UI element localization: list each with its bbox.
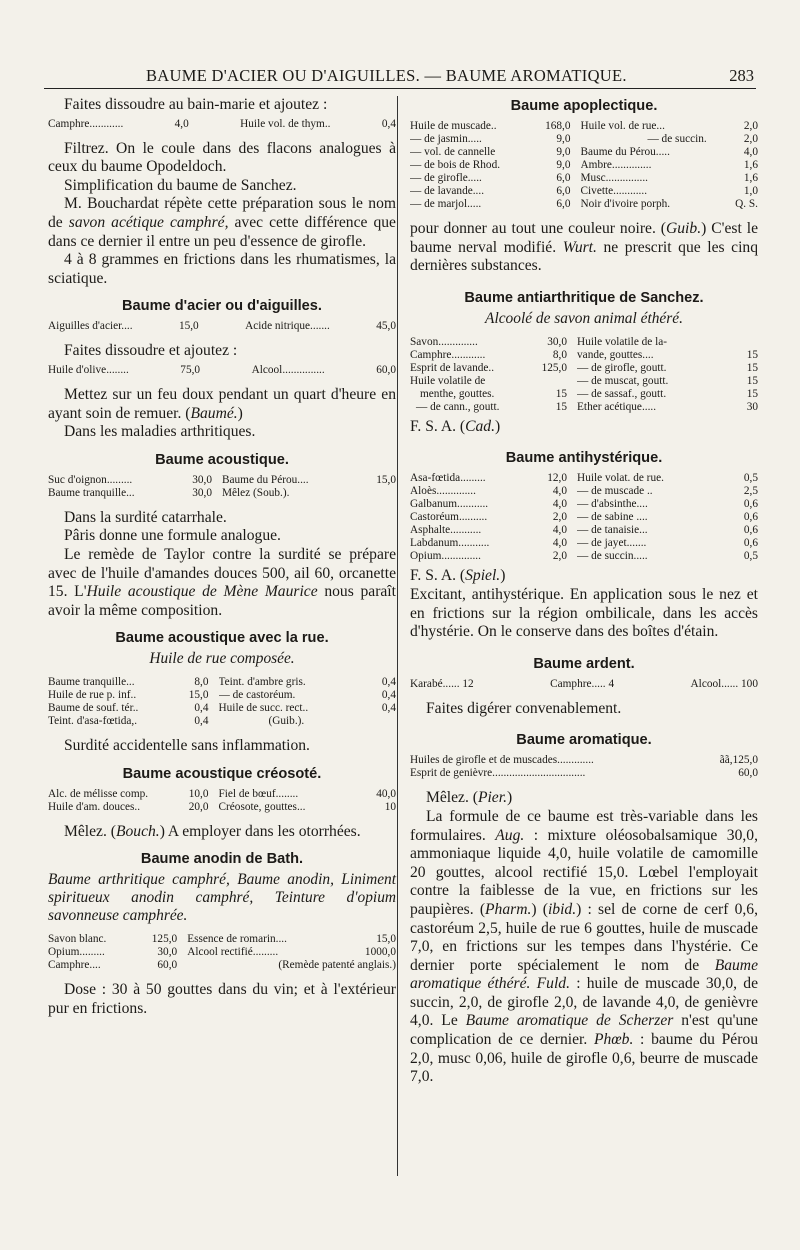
table-row: Huile de rue p. inf.. 15,0 — de castoréum. 0,4: [48, 689, 396, 702]
table-row: — vol. de cannelle 9,0 Baume du Pérou..... 4,0: [410, 146, 758, 158]
left-column: [48, 96, 396, 1019]
paragraph: Excitant, antihystérique. En application sous le nez et en frictions sur la région ombilicale, dans les accès d'hystérie. On le conserve dans des boîtes d'étain.: [410, 585, 758, 641]
table-row: Opium......... 30,0 Alcool rectifié......... 1000,0: [48, 946, 396, 959]
table-row: Suc d'oignon......... 30,0 Baume du Pérou.... 15,0: [48, 473, 396, 486]
table-row: Labdanum........... 4,0 — de jayet....... 0,6: [410, 537, 758, 550]
paragraph: Mêlez. (Bouch.) A employer dans les otorrhées.: [64, 822, 361, 840]
paragraph: Mettez sur un feu doux pendant un quart d'heure en ayant soin de remuer. (Baumé.): [48, 385, 396, 422]
ingredient-table: [48, 788, 396, 814]
ingredient-table: [410, 336, 758, 414]
paragraph: Dans les maladies arthritiques.: [64, 423, 256, 441]
section-heading: Baume anodin de Bath.: [140, 851, 304, 868]
ingredient-qty: 0,4: [381, 117, 396, 130]
table-row: Baume tranquille... 30,0 Mêlez (Soub.).: [48, 486, 290, 499]
table-row: Esprit de genièvre................................. 60,0: [410, 767, 758, 780]
section-subtitle: Alcoolé de savon animal éthéré.: [485, 309, 683, 327]
table-row: — de marjol..... 6,0 Noir d'ivoire porph. Q. S.: [410, 198, 758, 210]
table-row: — de girofle..... 6,0 Musc............... 1,6: [410, 172, 758, 184]
ingredient-qty: 4,0: [174, 117, 189, 130]
table-row: Aloès.............. 4,0 — de muscade .. 2,5: [410, 485, 758, 498]
section-heading: Baume acoustique.: [155, 451, 289, 468]
table-row: Huile volatile de — de muscat, goutt. 15: [410, 374, 758, 387]
paragraph: 4 à 8 grammes en frictions dans les rhumatismes, la sciatique.: [48, 251, 396, 287]
section-heading: Baume antihystérique.: [505, 450, 663, 467]
running-head-title: BAUME D'ACIER OU D'AIGUILLES. — BAUME AROMATIQUE.: [146, 66, 627, 85]
paragraph: Mêlez. (Pier.): [426, 789, 513, 807]
table-row: — de bois de Rhod. 9,0 Ambre.............. 1,6: [410, 159, 758, 171]
section-heading: Baume acoustique créosoté.: [122, 765, 322, 782]
table-row: Opium.............. 2,0 — de succin..... 0,5: [410, 550, 758, 563]
table-row: Alc. de mélisse comp. 10,0 Fiel de bœuf........ 40,0: [48, 787, 396, 800]
paragraph: Dans la surdité catarrhale.: [64, 508, 227, 526]
table-row: Savon.............. 30,0 Huile volatile de la-: [410, 335, 668, 348]
header-rule: [44, 88, 756, 89]
ingredient-table: [410, 120, 758, 211]
table-row: Huiles de girofle et de muscades............. ãã,125,0: [410, 754, 758, 767]
section-heading: Baume d'acier ou d'aiguilles.: [122, 298, 322, 315]
section-heading: Baume aromatique.: [516, 732, 652, 749]
section-subtitle: Baume arthritique camphré, Baume anodin, Liniment spiritueux anodin camphré, Teinture d'opium savonneuse camphrée.: [48, 871, 396, 925]
section-heading: Baume ardent.: [533, 655, 635, 672]
table-row: Huile d'am. douces.. 20,0 Créosote, gouttes... 10: [48, 800, 396, 813]
table-row: Asa-fœtida......... 12,0 Huile volat. de rue. 0,5: [410, 472, 758, 485]
section-heading: Baume acoustique avec la rue.: [115, 630, 329, 647]
ingredient-name: Huile vol. de thym..: [240, 117, 331, 130]
table-row: Baume tranquille... 8,0 Teint. d'ambre gris. 0,4: [48, 676, 396, 689]
table-row: Baume de souf. tér.. 0,4 Huile de succ. rect.. 0,4: [48, 702, 396, 715]
paragraph: F. S. A. (Cad.): [410, 417, 501, 435]
table-row: Camphre............ 8,0 vande, gouttes.... 15: [410, 348, 758, 361]
ingredient-line: Huile d'olive........ 75,0 Alcool............... 60,0: [48, 363, 396, 376]
ingredient-table: [48, 474, 396, 500]
ingredient-table: [48, 933, 396, 972]
column-divider: [397, 96, 398, 1176]
table-row: — de jasmin..... 9,0 — de succin. 2,0: [410, 133, 758, 145]
paragraph: Faites digérer convenablement.: [426, 699, 622, 717]
right-column: [410, 96, 758, 1087]
table-row: — de cann., goutt. 15 Ether acétique..... 30: [416, 400, 758, 413]
paragraph: Pâris donne une formule analogue.: [64, 527, 281, 545]
paragraph: Surdité accidentelle sans inflammation.: [64, 737, 310, 755]
section-heading: Baume apoplectique.: [510, 98, 658, 114]
table-row: Huile de muscade.. 168,0 Huile vol. de rue... 2,0: [410, 120, 758, 132]
paragraph: F. S. A. (Spiel.): [410, 567, 506, 585]
paragraph: Le remède de Taylor contre la surdité se prépare avec de l'huile d'amandes douces 500, ail 60, orcanette 15. L'Huile acoustique de Mène Maurice nous paraît avoir la même composition.: [48, 545, 396, 619]
table-row: Savon blanc. 125,0 Essence de romarin.... 15,0: [48, 933, 396, 946]
ingredient-line: [48, 118, 396, 131]
table-row: Galbanum........... 4,0 — d'absinthe.... 0,6: [410, 498, 758, 511]
table-row: menthe, gouttes. 15 — de sassaf., goutt. 15: [420, 387, 758, 400]
ingredient-line: Karabé...... 12 Camphre..... 4 Alcool...... 100: [410, 677, 758, 690]
table-row: — de lavande.... 6,0 Civette............ 1,0: [410, 185, 758, 197]
paragraph: La formule de ce baume est très-variable dans les formulaires. Aug. : mixture oléosobalsamique 30,0, ammoniaque liquide 4,0, huile volatile de camomille 20 gouttes, alcool rectifié 15,0. Lœbel l'employait contre la faiblesse de la vue, en frictions sur les paupières. (Pharm.) (ibid.) : sel de corne de cerf 0,6, castoréum 2,5, huile de rue 6 gouttes, huile de muscade 7,0, en frictions sur les tempes dans l'hystérie. Ce dernier porte spécialement le nom de Baume aromatique éthéré. Fuld. : huile de muscade 30,0, de succin, 2,0, de girofle 2,0, de lavande 4,0, de genièvre 4,0. Le Baume aromatique de Scherzer n'est qu'une complication de ce dernier. Phœb. : baume du Pérou 2,0, musc 0,06, huile de girofle 0,6, beurre de muscade 7,0.: [410, 807, 758, 1086]
ingredient-name: Camphre............: [48, 117, 124, 130]
paragraph: Filtrez. On le coule dans des flacons analogues à ceux du baume Opodeldoch.: [48, 139, 396, 176]
section-heading: Baume antiarthritique de Sanchez.: [464, 289, 704, 306]
ingredient-table: [410, 754, 758, 780]
page-number: 283: [729, 66, 754, 85]
paragraph: Dose : 30 à 50 gouttes dans du vin; et à l'extérieur pur en frictions.: [48, 981, 396, 1018]
paragraph: Faites dissoudre au bain-marie et ajoutez :: [64, 96, 328, 113]
running-head: [46, 66, 754, 88]
section-subtitle: Huile de rue composée.: [149, 650, 295, 668]
table-row: Esprit de lavande.. 125,0 — de girofle, goutt. 15: [410, 361, 758, 374]
table-row: Camphre.... 60,0 (Remède patenté anglais.): [48, 959, 396, 972]
ingredient-table: [410, 472, 758, 563]
paragraph: pour donner au tout une couleur noire. (Guib.) C'est le baume nerval modifié. Wurt. ne prescrit que les cinq dernières substances.: [410, 220, 759, 275]
table-row: Castoréum.......... 2,0 — de sabine .... 0,6: [410, 511, 758, 524]
ingredient-table: [48, 676, 396, 728]
paragraph: Faites dissoudre et ajoutez :: [64, 342, 238, 360]
ingredient-line: Aiguilles d'acier.... 15,0 Acide nitrique....... 45,0: [48, 320, 396, 333]
paragraph: Simplification du baume de Sanchez.: [64, 176, 297, 194]
table-row: Teint. d'asa-fœtida,. 0,4 (Guib.).: [48, 715, 305, 728]
paragraph: M. Bouchardat répète cette préparation sous le nom de savon acétique camphré, avec cette différence que dans ce dernier il entre un peu d'essence de girofle.: [48, 195, 396, 250]
table-row: Asphalte........... 4,0 — de tanaisie... 0,6: [410, 524, 758, 537]
